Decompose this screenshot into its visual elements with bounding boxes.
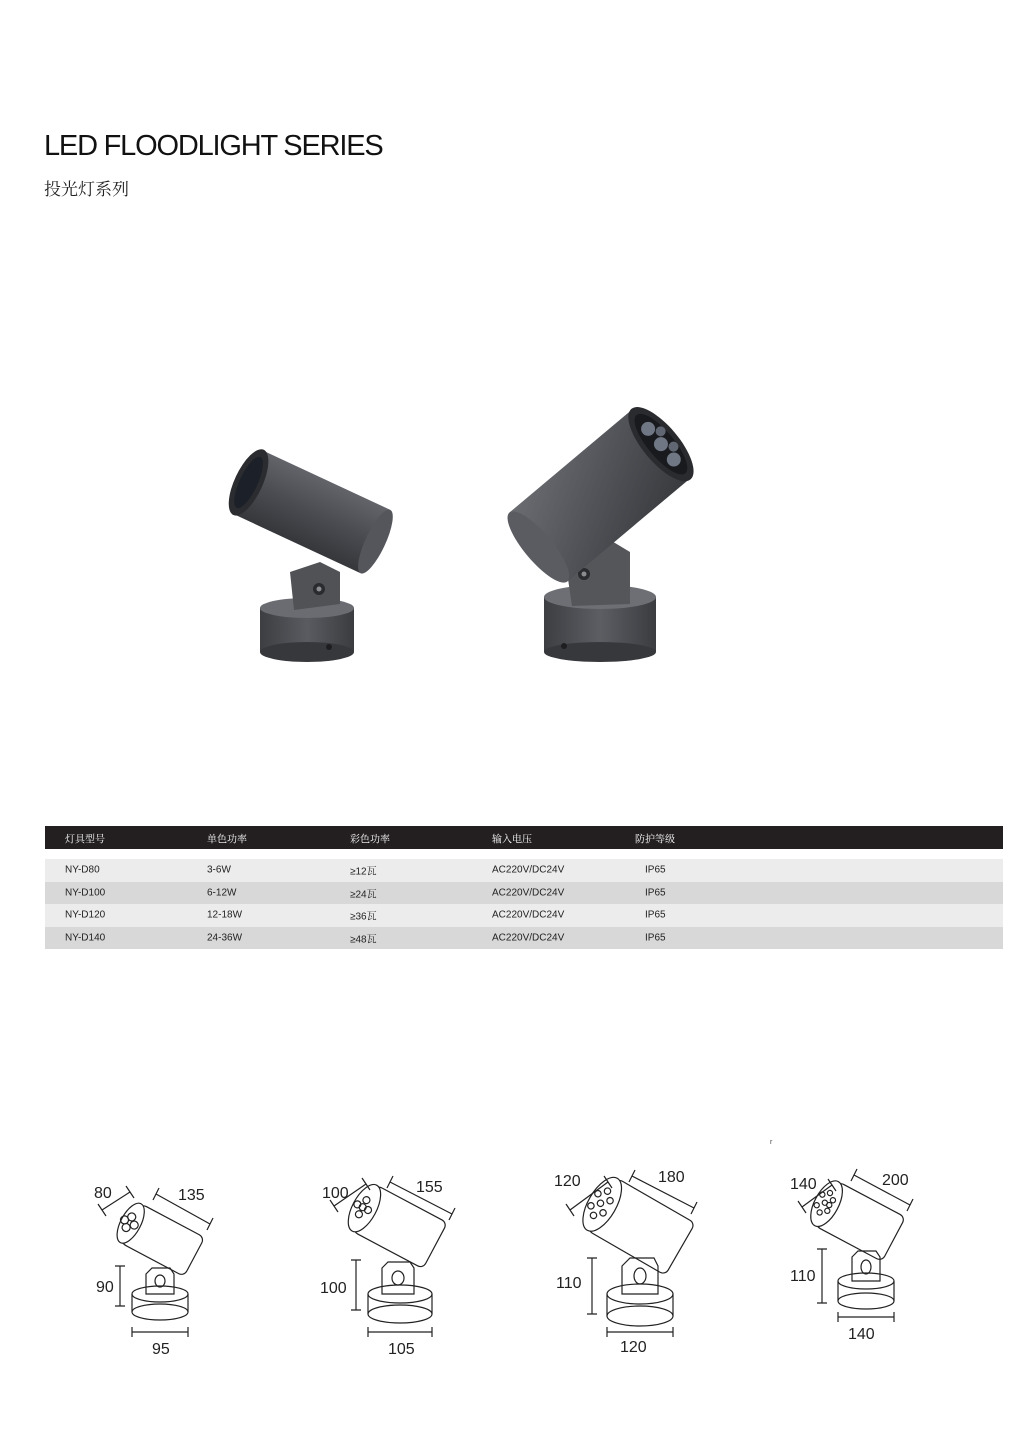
table-row (45, 859, 1003, 882)
dim-diameter: 100 (322, 1185, 349, 1202)
spec-table (45, 826, 1003, 949)
cell-rgb-power: ≥24瓦 (350, 889, 377, 901)
dim-length: 180 (658, 1169, 685, 1186)
dim-base: 105 (388, 1341, 415, 1358)
dim-base: 140 (848, 1326, 875, 1343)
dimension-drawing-d120 (550, 1160, 710, 1360)
dim-diameter: 120 (554, 1173, 581, 1190)
header-input-voltage: 输入电压 (492, 834, 532, 845)
dim-base: 95 (152, 1341, 170, 1358)
dimension-drawing-d100 (316, 1170, 466, 1360)
cell-single-power: 6-12W (207, 887, 237, 899)
cell-model: NY-D100 (65, 887, 106, 899)
cell-single-power: 12-18W (207, 909, 243, 921)
stray-mark: r (770, 1139, 773, 1146)
dim-height: 100 (320, 1280, 347, 1297)
product-photo-small (222, 432, 398, 666)
dimension-drawing-d140 (782, 1165, 922, 1345)
dim-length: 135 (178, 1187, 205, 1204)
cell-ip: IP65 (645, 932, 666, 944)
cell-voltage: AC220V/DC24V (492, 864, 565, 876)
table-row (45, 927, 1003, 950)
cell-rgb-power: ≥36瓦 (350, 911, 377, 923)
cell-single-power: 24-36W (207, 932, 243, 944)
dim-height: 90 (96, 1279, 114, 1296)
dim-height: 110 (790, 1268, 816, 1285)
page-subtitle: 投光灯系列 (44, 180, 129, 200)
dim-length: 200 (882, 1172, 909, 1189)
product-photo-large (492, 382, 696, 664)
cell-model: NY-D140 (65, 932, 106, 944)
dim-height: 110 (556, 1275, 582, 1292)
cell-voltage: AC220V/DC24V (492, 932, 565, 944)
header-ip-rating: 防护等级 (635, 834, 675, 845)
table-header (45, 826, 1003, 849)
cell-rgb-power: ≥48瓦 (350, 934, 377, 946)
cell-ip: IP65 (645, 887, 666, 899)
cell-ip: IP65 (645, 909, 666, 921)
cell-model: NY-D80 (65, 864, 100, 876)
header-single-color-power: 单色功率 (207, 834, 247, 845)
dim-diameter: 140 (790, 1176, 817, 1193)
cell-rgb-power: ≥12瓦 (350, 866, 377, 878)
cell-ip: IP65 (645, 864, 666, 876)
dimension-drawing-d80 (86, 1182, 226, 1362)
dim-length: 155 (416, 1179, 443, 1196)
page-title: LED FLOODLIGHT SERIES (44, 130, 383, 162)
header-model: 灯具型号 (65, 834, 105, 845)
cell-model: NY-D120 (65, 909, 106, 921)
dim-diameter: 80 (94, 1185, 112, 1202)
header-rgb-power: 彩色功率 (350, 834, 390, 845)
cell-voltage: AC220V/DC24V (492, 887, 565, 899)
table-row (45, 882, 1003, 905)
cell-single-power: 3-6W (207, 864, 231, 876)
dim-base: 120 (620, 1339, 647, 1356)
cell-voltage: AC220V/DC24V (492, 909, 565, 921)
table-row (45, 904, 1003, 927)
